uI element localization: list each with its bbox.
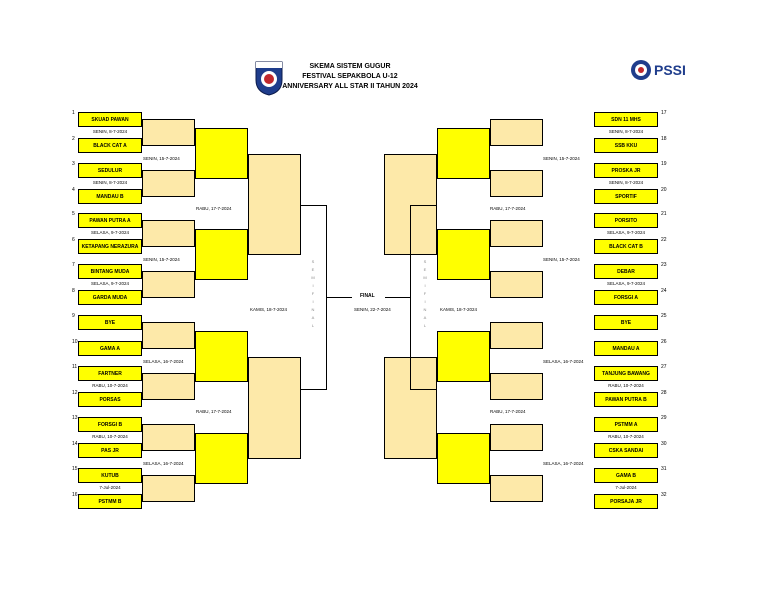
pssi-logo-text: PSSI [654,62,686,78]
r2-box [195,128,248,179]
r1-pending-box [142,271,195,298]
semifinal-line [410,205,436,206]
team-number-27: 27 [661,364,667,370]
r3-date: RABU, 17-7-2024 [490,409,526,414]
team-17: SDN 11 MHS [594,112,658,127]
r1-date: 7-Jul-2024 [99,485,121,490]
team-number-24: 24 [661,288,667,294]
semifinal-letter: F [311,291,315,296]
semifinal-letter: I [312,299,314,304]
team-22: BLACK CAT B [594,239,658,254]
r2-box [437,229,490,280]
team-number-5: 5 [72,211,75,217]
semifinal-line [301,205,327,206]
team-number-9: 9 [72,313,75,319]
r1-pending-box [142,322,195,349]
team-number-23: 23 [661,262,667,268]
team-number-7: 7 [72,262,75,268]
team-number-18: 18 [661,136,667,142]
semifinal-letter: S [423,259,427,264]
r1-date: 7-Jul-2024 [615,485,637,490]
semifinal-letter: M [311,275,315,280]
r2-box [195,229,248,280]
r1-date: RABU, 10-7-2024 [92,434,128,439]
team-number-30: 30 [661,441,667,447]
semifinal-date: KAMIS, 18-7-2024 [440,307,478,312]
r1-pending-box [142,424,195,451]
team-16: PSTMM B [78,494,142,509]
semifinal-line [410,389,436,390]
title-line-3: ANNIVERSARY ALL STAR II TAHUN 2024 [282,83,418,90]
r2-box [437,128,490,179]
team-26: MANDAU A [594,341,658,356]
semifinal-letter: A [311,315,315,320]
team-number-26: 26 [661,339,667,345]
semifinal-letter: L [311,323,315,328]
r1-date: SENIN, 8-7-2024 [92,180,128,185]
team-number-12: 12 [72,390,78,396]
semifinal-label [422,258,428,330]
team-8: GARDA MUDA [78,290,142,305]
title-line-2: FESTIVAL SEPAKBOLA U-12 [302,73,398,80]
r2-date: SELASA, 16-7-2024 [143,461,184,466]
r1-pending-box [490,119,543,146]
team-number-14: 14 [72,441,78,447]
team-number-4: 4 [72,187,75,193]
final-date: SENIN, 22-7-2024 [354,307,391,312]
team-number-19: 19 [661,161,667,167]
r3-box [248,154,301,255]
r1-date: SELASA, 9-7-2024 [90,230,130,235]
final-connector [326,297,352,298]
r1-pending-box [142,119,195,146]
r1-pending-box [142,170,195,197]
team-number-15: 15 [72,466,78,472]
team-6: KETAPANG NERAZURA [78,239,142,254]
r2-date: SELASA, 16-7-2024 [543,461,584,466]
r2-box [195,433,248,484]
team-20: SPORTIF [594,189,658,204]
team-24: FORSGI A [594,290,658,305]
final-connector [385,297,411,298]
team-30: CSKA SANDAI [594,443,658,458]
final-label: FINAL [360,293,375,299]
title-line-1: SKEMA SISTEM GUGUR [309,63,391,70]
team-number-21: 21 [661,211,667,217]
team-number-17: 17 [661,110,667,116]
r3-date: RABU, 17-7-2024 [196,409,232,414]
team-number-13: 13 [72,415,78,421]
team-number-3: 3 [72,161,75,167]
r1-pending-box [142,373,195,400]
team-31: GAMA B [594,468,658,483]
pssi-logo [630,58,692,82]
r2-date: SENIN, 15-7-2024 [543,257,580,262]
r1-pending-box [490,424,543,451]
r1-pending-box [490,475,543,502]
r1-date: RABU, 10-7-2024 [608,383,644,388]
team-21: PORSITO [594,213,658,228]
team-18: SSB KKU [594,138,658,153]
r1-date: RABU, 10-7-2024 [92,383,128,388]
team-7: BINTANG MUDA [78,264,142,279]
r1-pending-box [490,220,543,247]
r2-date: SENIN, 15-7-2024 [543,156,580,161]
team-11: FARTNER [78,366,142,381]
r1-date: SELASA, 9-7-2024 [606,281,646,286]
semifinal-letter: E [423,267,427,272]
team-25: BYE [594,315,658,330]
team-5: PAWAN PUTRA A [78,213,142,228]
semifinal-letter: F [423,291,427,296]
r1-date: SENIN, 8-7-2024 [608,180,644,185]
team-4: MANDAU B [78,189,142,204]
semifinal-letter: N [311,307,315,312]
r1-pending-box [490,322,543,349]
team-number-31: 31 [661,466,667,472]
team-number-8: 8 [72,288,75,294]
team-27: TANJUNG BAWANG [594,366,658,381]
team-12: PORSAS [78,392,142,407]
team-23: DEBAR [594,264,658,279]
r1-pending-box [142,475,195,502]
team-15: KUTUB [78,468,142,483]
team-28: PAWAN PUTRA B [594,392,658,407]
team-number-25: 25 [661,313,667,319]
semifinal-letter: M [423,275,427,280]
semifinal-letter: L [423,323,427,328]
team-number-2: 2 [72,136,75,142]
team-number-20: 20 [661,187,667,193]
semifinal-letter: I [424,299,426,304]
team-32: PORSAJA JR [594,494,658,509]
r2-box [195,331,248,382]
r2-box [437,433,490,484]
r1-pending-box [142,220,195,247]
r3-date: RABU, 17-7-2024 [196,206,232,211]
r3-date: RABU, 17-7-2024 [490,206,526,211]
team-1: SKUAD PAWAN [78,112,142,127]
team-number-32: 32 [661,492,667,498]
semifinal-letter: N [423,307,427,312]
team-19: PROSKA JR [594,163,658,178]
semifinal-letter: A [423,315,427,320]
team-3: SEDULUR [78,163,142,178]
team-10: GAMA A [78,341,142,356]
r1-date: RABU, 10-7-2024 [608,434,644,439]
team-9: BYE [78,315,142,330]
r2-date: SENIN, 15-7-2024 [143,156,180,161]
team-2: BLACK CAT A [78,138,142,153]
semifinal-letter: S [311,259,315,264]
r1-date: SENIN, 8-7-2024 [608,129,644,134]
r3-box [248,357,301,459]
semifinal-letter: I [424,283,426,288]
team-14: PAS JR [78,443,142,458]
r2-date: SENIN, 15-7-2024 [143,257,180,262]
team-number-1: 1 [72,110,75,116]
semifinal-label [310,258,316,330]
team-13: FORSGI B [78,417,142,432]
team-number-11: 11 [72,364,78,370]
r1-date: SENIN, 8-7-2024 [92,129,128,134]
r2-date: SELASA, 16-7-2024 [143,359,184,364]
team-number-16: 16 [72,492,78,498]
r2-box [437,331,490,382]
team-number-6: 6 [72,237,75,243]
r1-pending-box [490,271,543,298]
r1-pending-box [490,170,543,197]
semifinal-date: KAMIS, 18-7-2024 [250,307,288,312]
team-number-10: 10 [72,339,78,345]
r1-date: SELASA, 9-7-2024 [90,281,130,286]
semifinal-letter: E [311,267,315,272]
r1-date: SELASA, 9-7-2024 [606,230,646,235]
team-number-29: 29 [661,415,667,421]
semifinal-letter: I [312,283,314,288]
team-number-28: 28 [661,390,667,396]
r1-pending-box [490,373,543,400]
semifinal-line [301,389,327,390]
team-29: PSTMM A [594,417,658,432]
r2-date: SELASA, 16-7-2024 [543,359,584,364]
team-number-22: 22 [661,237,667,243]
